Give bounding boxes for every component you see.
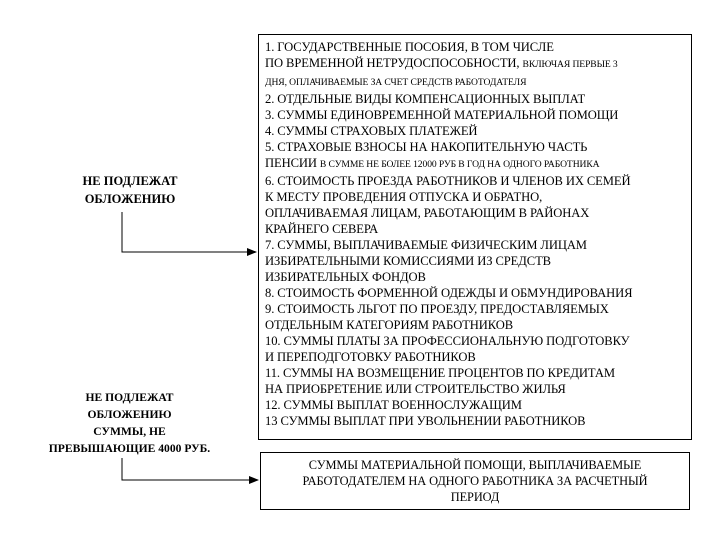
list-line: ИЗБИРАТЕЛЬНЫМИ КОМИССИЯМИ ИЗ СРЕДСТВ xyxy=(265,254,551,268)
label-line: НЕ ПОДЛЕЖАТ xyxy=(85,391,174,404)
list-line: 7. СУММЫ, ВЫПЛАЧИВАЕМЫЕ ФИЗИЧЕСКИМ ЛИЦАМ xyxy=(265,238,587,252)
list-line: 3. СУММЫ ЕДИНОВРЕМЕННОЙ МАТЕРИАЛЬНОЙ ПОМОЩИ xyxy=(265,108,619,122)
list-line: 12. СУММЫ ВЫПЛАТ ВОЕННОСЛУЖАЩИМ xyxy=(265,398,522,412)
list-line: ОТДЕЛЬНЫМ КАТЕГОРИЯМ РАБОТНИКОВ xyxy=(265,318,514,332)
list-line: ПЕНСИИ В СУММЕ НЕ БОЛЕЕ 12000 РУБ В ГОД НА ОДНОГО РАБОТНИКА xyxy=(265,156,600,170)
list-line: 1. ГОСУДАРСТВЕННЫЕ ПОСОБИЯ, В ТОМ ЧИСЛЕ xyxy=(265,40,554,54)
list-line: 6. СТОИМОСТЬ ПРОЕЗДА РАБОТНИКОВ И ЧЛЕНОВ ИХ СЕМЕЙ xyxy=(265,174,631,188)
list-line: 5. СТРАХОВЫЕ ВЗНОСЫ НА НАКОПИТЕЛЬНУЮ ЧАСТЬ xyxy=(265,140,588,154)
list-line: 10. СУММЫ ПЛАТЫ ЗА ПРОФЕССИОНАЛЬНУЮ ПОДГОТОВКУ xyxy=(265,334,630,348)
list-line: И ПЕРЕПОДГОТОВКУ РАБОТНИКОВ xyxy=(265,350,476,364)
label-line: ОБЛОЖЕНИЮ xyxy=(87,408,172,421)
exempt-payments-list xyxy=(258,34,692,440)
list-line: ИЗБИРАТЕЛЬНЫХ ФОНДОВ xyxy=(265,270,426,284)
list-line: ОПЛАЧИВАЕМАЯ ЛИЦАМ, РАБОТАЮЩИМ В РАЙОНАХ xyxy=(265,206,590,220)
list-line: 2. ОТДЕЛЬНЫЕ ВИДЫ КОМПЕНСАЦИОННЫХ ВЫПЛАТ xyxy=(265,92,586,106)
list-line: НА ПРИОБРЕТЕНИЕ ИЛИ СТРОИТЕЛЬСТВО ЖИЛЬЯ xyxy=(265,382,566,396)
arrow-exempt-to-list xyxy=(122,212,256,252)
box-line: СУММЫ МАТЕРИАЛЬНОЙ ПОМОЩИ, ВЫПЛАЧИВАЕМЫЕ xyxy=(308,458,642,472)
label-not-taxable-up-to-4000 xyxy=(32,389,227,457)
material-aid-box xyxy=(260,452,690,510)
box-line: РАБОТОДАТЕЛЕМ НА ОДНОГО РАБОТНИКА ЗА РАСЧЕТНЫЙ xyxy=(302,474,648,488)
list-line: 13 СУММЫ ВЫПЛАТ ПРИ УВОЛЬНЕНИИ РАБОТНИКОВ xyxy=(265,414,586,428)
label-line: ОБЛОЖЕНИЮ xyxy=(84,192,176,206)
label-not-taxable xyxy=(55,172,205,208)
list-line: 8. СТОИМОСТЬ ФОРМЕННОЙ ОДЕЖДЫ И ОБМУНДИРОВАНИЯ xyxy=(265,286,633,300)
box-line: ПЕРИОД xyxy=(450,490,500,504)
list-line: К МЕСТУ ПРОВЕДЕНИЯ ОТПУСКА И ОБРАТНО, xyxy=(265,190,543,204)
label-line: ПРЕВЫШАЮЩИЕ 4000 РУБ. xyxy=(48,442,211,455)
arrow-exempt-4000-to-box xyxy=(122,458,258,480)
list-line: 4. СУММЫ СТРАХОВЫХ ПЛАТЕЖЕЙ xyxy=(265,124,478,138)
list-line: ДНЯ, ОПЛАЧИВАЕМЫЕ ЗА СЧЕТ СРЕДСТВ РАБОТОДАТЕЛЯ xyxy=(265,77,527,88)
label-line: НЕ ПОДЛЕЖАТ xyxy=(82,174,178,188)
list-line: ПО ВРЕМЕННОЙ НЕТРУДОСПОСОБНОСТИ, ВКЛЮЧАЯ ПЕРВЫЕ 3 xyxy=(265,56,618,70)
list-line: 9. СТОИМОСТЬ ЛЬГОТ ПО ПРОЕЗДУ, ПРЕДОСТАВЛЯЕМЫХ xyxy=(265,302,609,316)
list-line: КРАЙНЕГО СЕВЕРА xyxy=(265,222,379,236)
label-line: СУММЫ, НЕ xyxy=(93,425,166,438)
list-line: 11. СУММЫ НА ВОЗМЕЩЕНИЕ ПРОЦЕНТОВ ПО КРЕДИТАМ xyxy=(265,366,615,380)
